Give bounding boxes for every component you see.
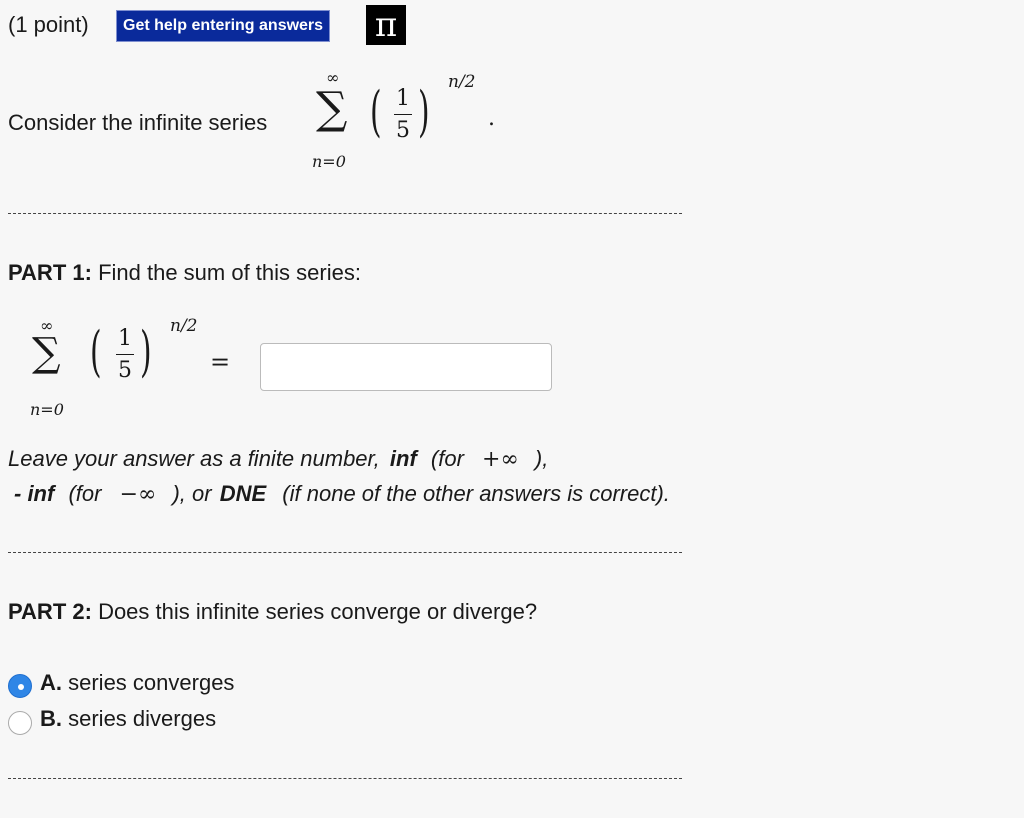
minus-inf-keyword: - inf	[14, 481, 55, 506]
equals-sign: =	[210, 348, 231, 376]
point-value: (1 point)	[8, 12, 89, 37]
part1-question: Find the sum of this series:	[98, 260, 361, 285]
sigma-symbol: ∑	[32, 330, 61, 376]
option-diverges-label[interactable]: B. series diverges	[40, 706, 217, 731]
part2-question: Does this infinite series converge or diverge?	[98, 599, 538, 624]
fraction-bar	[116, 354, 134, 355]
exponent: n/2	[170, 316, 198, 336]
radio-diverges[interactable]	[8, 711, 32, 735]
fraction-denominator: 5	[118, 358, 132, 383]
minus-infinity: −∞	[119, 482, 157, 507]
series-expression: ∞ ∑ n=0 ( 1 5 ) n/2 .	[312, 68, 495, 171]
intro-text: Consider the infinite series	[8, 110, 268, 135]
pi-icon[interactable]: π	[366, 5, 406, 45]
sum-answer-input[interactable]	[260, 343, 552, 391]
option-converges-label[interactable]: A. series converges	[40, 670, 235, 695]
dne-keyword: DNE	[219, 481, 267, 506]
part2-label: PART 2:	[8, 599, 92, 624]
period: .	[488, 106, 495, 131]
instructions-line2: - inf (for −∞ ), or DNE (if none of the other answers is correct).	[14, 481, 670, 507]
sum-lower-limit: n=0	[30, 400, 64, 419]
fraction-numerator: 1	[396, 86, 410, 111]
part1-heading	[8, 260, 361, 286]
instructions-line1: Leave your answer as a finite number, inf (for +∞ ),	[8, 446, 549, 472]
sum-upper-limit: ∞	[40, 316, 54, 335]
part1-series-expression: ∞ ∑ n=0 ( 1 5 ) n/2 =	[30, 316, 231, 419]
inf-keyword: inf	[389, 446, 417, 471]
sigma-symbol: ∑	[316, 83, 348, 134]
radio-converges[interactable]	[8, 674, 32, 698]
plus-infinity: +∞	[482, 447, 519, 472]
fraction-numerator: 1	[118, 326, 132, 351]
part1-label: PART 1:	[8, 260, 92, 285]
fraction-denominator: 5	[396, 118, 410, 143]
sum-upper-limit: ∞	[326, 68, 340, 87]
divider	[8, 213, 682, 214]
divider	[8, 778, 682, 779]
part2-heading	[8, 599, 537, 625]
sum-lower-limit: n=0	[312, 152, 346, 171]
exponent: n/2	[448, 72, 476, 92]
fraction-bar	[394, 114, 412, 115]
help-entering-answers-button[interactable]: Get help entering answers	[116, 10, 330, 42]
divider	[8, 552, 682, 553]
